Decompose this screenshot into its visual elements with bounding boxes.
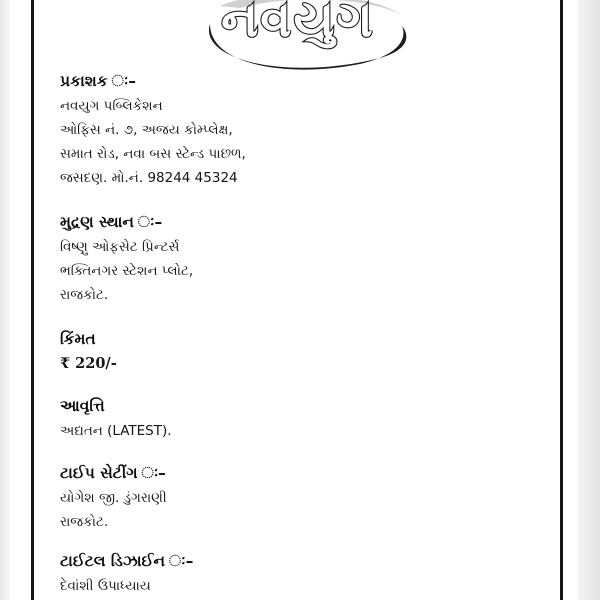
publisher-line: નવયુગ પબ્લિકેશન [60, 98, 163, 114]
edition-value: અદ્યતન (LATEST). [60, 423, 172, 439]
price-value: ₹ 220/- [60, 355, 117, 372]
title-design-line: દેવાંશી ઉપાધ્યાય [60, 578, 151, 594]
logo-emblem [180, 0, 415, 81]
printing-section [60, 211, 540, 307]
price-heading: કિંમત [60, 330, 96, 348]
publisher-heading: પ્રકાશક ઃ– [60, 72, 137, 90]
printing-heading: મુદ્રણ સ્થાન ઃ– [60, 213, 163, 231]
edition-heading: આવૃત્તિ [60, 397, 105, 415]
typesetting-heading: ટાઈપ સેટીંગ ઃ– [60, 464, 166, 482]
page-edge-left [0, 0, 10, 600]
page-edge-right [578, 0, 600, 600]
publisher-section [60, 70, 540, 190]
price-section [60, 328, 540, 376]
printing-line: રાજકોટ. [60, 287, 109, 303]
printing-line: વિષ્ણુ ઓફસેટ પ્રિન્ટર્સ [60, 239, 180, 255]
edition-section [60, 395, 540, 443]
publisher-line: ઓફિસ નં. ૭, અજય કોમ્પ્લેક્ષ, [60, 122, 233, 138]
title-design-section [60, 550, 540, 598]
typesetting-line: યોગેશ જી. ડુંગરાણી [60, 490, 167, 506]
navyug-logo [180, 0, 415, 81]
imprint-content [60, 70, 540, 598]
printing-line: ભક્તિનગર સ્ટેશન પ્લોટ, [60, 263, 194, 279]
title-design-heading: ટાઈટલ ડિઝાઈન ઃ– [60, 552, 194, 570]
publisher-line: સમાત રોડ, નવા બસ સ્ટેન્ડ પાછળ, [60, 146, 246, 162]
typesetting-line: રાજકોટ. [60, 514, 109, 530]
typesetting-section [60, 462, 540, 534]
publisher-line: જસદણ. મો.નં. 98244 45324 [60, 170, 238, 186]
logo-text: નવયુગ [221, 0, 375, 48]
